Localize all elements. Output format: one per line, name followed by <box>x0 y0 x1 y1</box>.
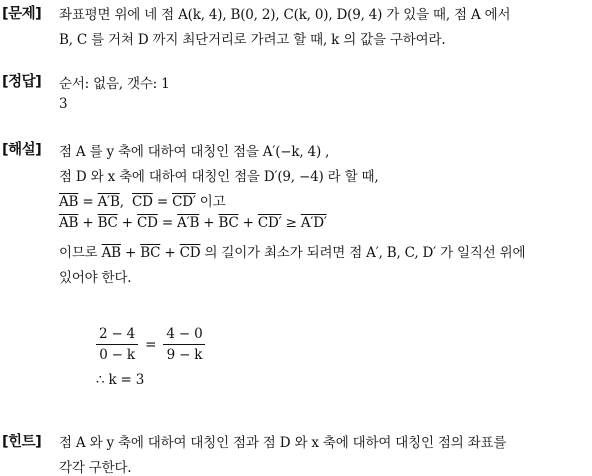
term-cd: $\overline{CD}$ <box>136 215 158 231</box>
term-bc: $\overline{BC}$ <box>97 215 118 231</box>
explanation-line-3: $\overline{AB} = A'B$, $\overline{CD} = CD'$ 이고 <box>59 194 226 210</box>
segment-cd-prime: CD′ <box>172 194 196 210</box>
problem-line-2: B, C 를 거쳐 D 까지 최단거리로 가려고 할 때, k 의 값을 구하여라. <box>59 32 446 48</box>
line5-post: 의 길이가 최소가 되려면 점 A′, B, C, D′ 가 일직선 위에 <box>204 245 526 261</box>
fraction-left-denominator: 0 − k <box>99 347 135 364</box>
term-ab: $\overline{AB}$ <box>59 215 79 231</box>
answer-label: [정답] <box>2 74 42 90</box>
fraction-left-numerator: 2 − 4 <box>96 326 138 345</box>
explanation-line-2: 점 D 와 x 축에 대하여 대칭인 점을 D′(9, −4) 라 할 때, <box>59 169 379 185</box>
line5-term-cd: $\overline{CD}$ <box>179 245 201 261</box>
problem-label: [문제] <box>2 6 42 22</box>
conclusion: ∴ k = 3 <box>96 372 145 388</box>
fraction-right-numerator: 4 − 0 <box>163 326 205 345</box>
answer-value: 3 <box>59 96 68 112</box>
term-a-prime-b: A′B <box>177 215 200 231</box>
line5-pre: 이므로 <box>59 245 98 261</box>
line5-term-ab: $\overline{AB}$ <box>101 245 121 261</box>
line5-term-bc: $\overline{BC}$ <box>140 245 161 261</box>
segment-cd: $\overline{CD}$ <box>132 194 153 210</box>
explanation-line-5: 이므로 $\overline{AB} + \overline{BC} + \overline{CD}$ 의 길이가 최소가 되려면 점 A′, B, C, D′ 가 일직선 위에 <box>59 245 526 261</box>
hint-line-2: 각각 구한다. <box>59 460 132 476</box>
explanation-label: [해설] <box>2 142 42 158</box>
fraction-equation: $\frac{2 - 4}{0 - k}$ = $\frac{4 - 0}{9 - k}$ <box>96 326 205 363</box>
segment-ab: $\overline{AB}$ <box>59 194 79 210</box>
fraction-left <box>96 326 138 363</box>
fraction-right <box>163 326 205 363</box>
hint-line-1: 점 A 와 y 축에 대하여 대칭인 점과 점 D 와 x 축에 대하여 대칭인 점의 좌표를 <box>59 435 507 451</box>
term-bc-2: $\overline{BC}$ <box>218 215 239 231</box>
explanation-line-6: 있어야 한다. <box>59 270 132 286</box>
problem-line-1: 좌표평면 위에 네 점 A(k, 4), B(0, 2), C(k, 0), D(9, 4) 가 있을 때, 점 A 에서 <box>59 7 511 23</box>
term-a-prime-d-prime: A′D′ <box>300 215 327 231</box>
explanation-line-4: $\overline{AB} + \overline{BC} + \overline{CD} = A'B + \overline{BC} + CD' \ge A'D'$ <box>59 215 327 231</box>
line3-tail: 이고 <box>199 194 226 210</box>
term-cd-prime: CD′ <box>257 215 282 231</box>
explanation-line-1: 점 A 를 y 축에 대하여 대칭인 점을 A′(−k, 4) , <box>59 144 330 160</box>
hint-label: [힌트] <box>2 434 42 450</box>
answer-line-1: 순서: 없음, 갯수: 1 <box>59 76 170 92</box>
segment-a-prime-b: A′B <box>97 194 120 210</box>
fraction-right-denominator: 9 − k <box>166 347 203 364</box>
